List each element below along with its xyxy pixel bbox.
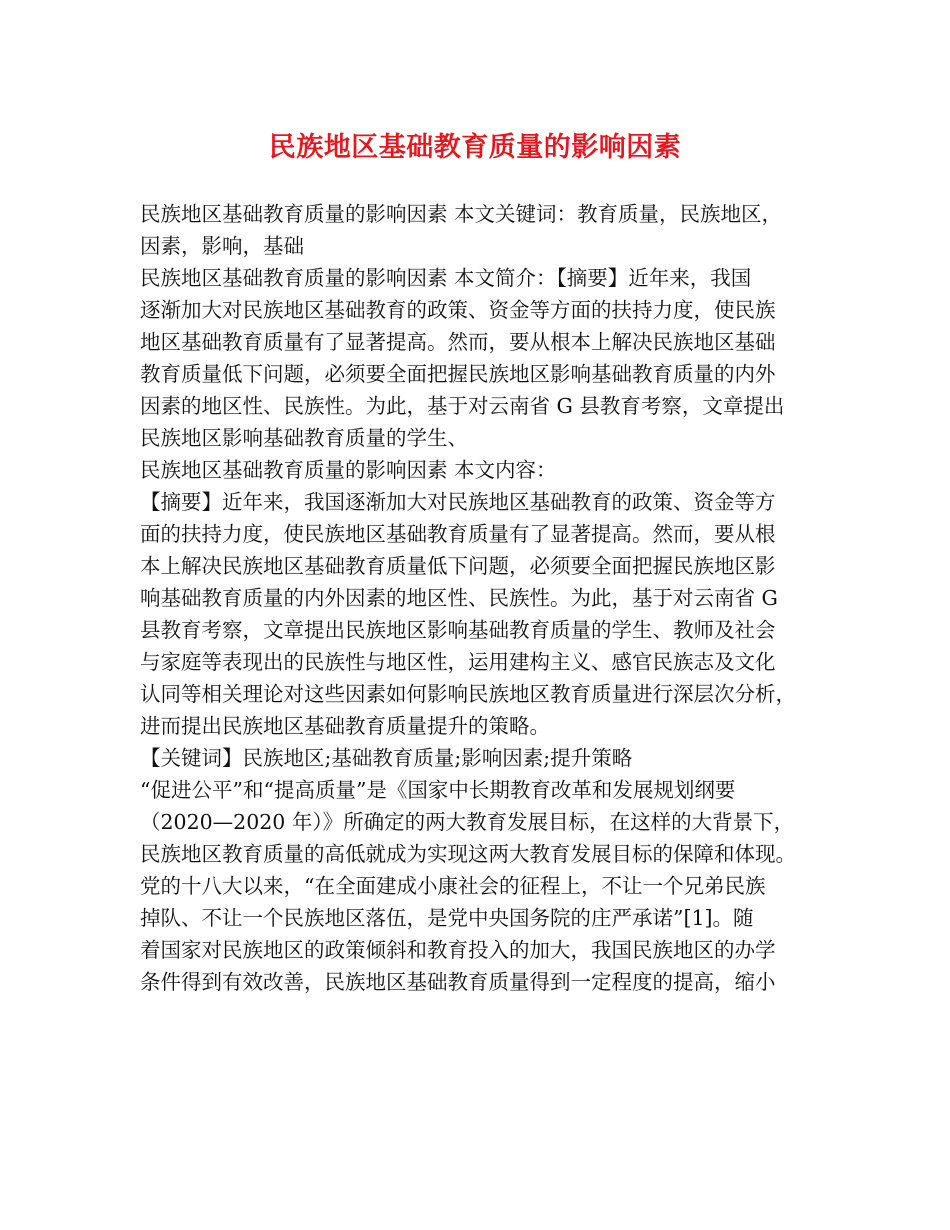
body-line: 本上解决民族地区基础教育质量低下问题，必须要全面把握民族地区影 — [140, 554, 776, 578]
body-line: 着国家对民族地区的政策倾斜和教育投入的加大，我国民族地区的办学 — [140, 938, 776, 962]
body-line: 县教育考察，文章提出民族地区影响基础教育质量的学生、教师及社会 — [140, 618, 776, 642]
body-line: 因素的地区性、民族性。为此，基于对云南省 G 县教育考察，文章提出 — [140, 394, 785, 418]
body-line: 进而提出民族地区基础教育质量提升的策略。 — [140, 714, 550, 738]
body-line: 条件得到有效改善，民族地区基础教育质量得到一定程度的提高，缩小 — [140, 970, 776, 994]
body-line: 民族地区影响基础教育质量的学生、 — [140, 426, 468, 450]
body-line: 与家庭等表现出的民族性与地区性，运用建构主义、感官民族志及文化 — [140, 650, 776, 674]
body-line: 民族地区基础教育质量的影响因素 本文关键词：教育质量，民族地区， — [140, 202, 783, 226]
document-body — [140, 198, 820, 998]
body-line: 因素，影响，基础 — [140, 234, 304, 258]
body-line: 民族地区教育质量的高低就成为实现这两大教育发展目标的保障和体现。 — [140, 842, 796, 866]
body-line: 面的扶持力度，使民族地区基础教育质量有了显著提高。然而，要从根 — [140, 522, 776, 546]
body-line: 民族地区基础教育质量的影响因素 本文简介：【摘要】近年来，我国 — [140, 266, 752, 290]
body-line: 响基础教育质量的内外因素的地区性、民族性。为此，基于对云南省 G — [140, 586, 778, 610]
body-line: 【关键词】民族地区;基础教育质量;影响因素;提升策略 — [140, 746, 633, 770]
body-line: 掉队、不让一个民族地区落伍，是党中央国务院的庄严承诺”[1]。随 — [140, 906, 754, 930]
body-line: 党的十八大以来，“在全面建成小康社会的征程上，不让一个兄弟民族 — [140, 874, 766, 898]
body-line: 教育质量低下问题，必须要全面把握民族地区影响基础教育质量的内外 — [140, 362, 776, 386]
body-line: 逐渐加大对民族地区基础教育的政策、资金等方面的扶持力度，使民族 — [140, 298, 776, 322]
document-title: 民族地区基础教育质量的影响因素 — [268, 132, 682, 163]
body-line: 【摘要】近年来，我国逐渐加大对民族地区基础教育的政策、资金等方 — [140, 490, 776, 514]
body-line: 认同等相关理论对这些因素如何影响民族地区教育质量进行深层次分析， — [140, 682, 796, 706]
body-line: （2020—2020 年）》所确定的两大教育发展目标，在这样的大背景下， — [140, 810, 795, 834]
body-line: 地区基础教育质量有了显著提高。然而，要从根本上解决民族地区基础 — [140, 330, 776, 354]
body-line: 民族地区基础教育质量的影响因素 本文内容： — [140, 458, 557, 482]
body-line: “促进公平”和“提高质量”是《国家中长期教育改革和发展规划纲要 — [140, 778, 736, 802]
